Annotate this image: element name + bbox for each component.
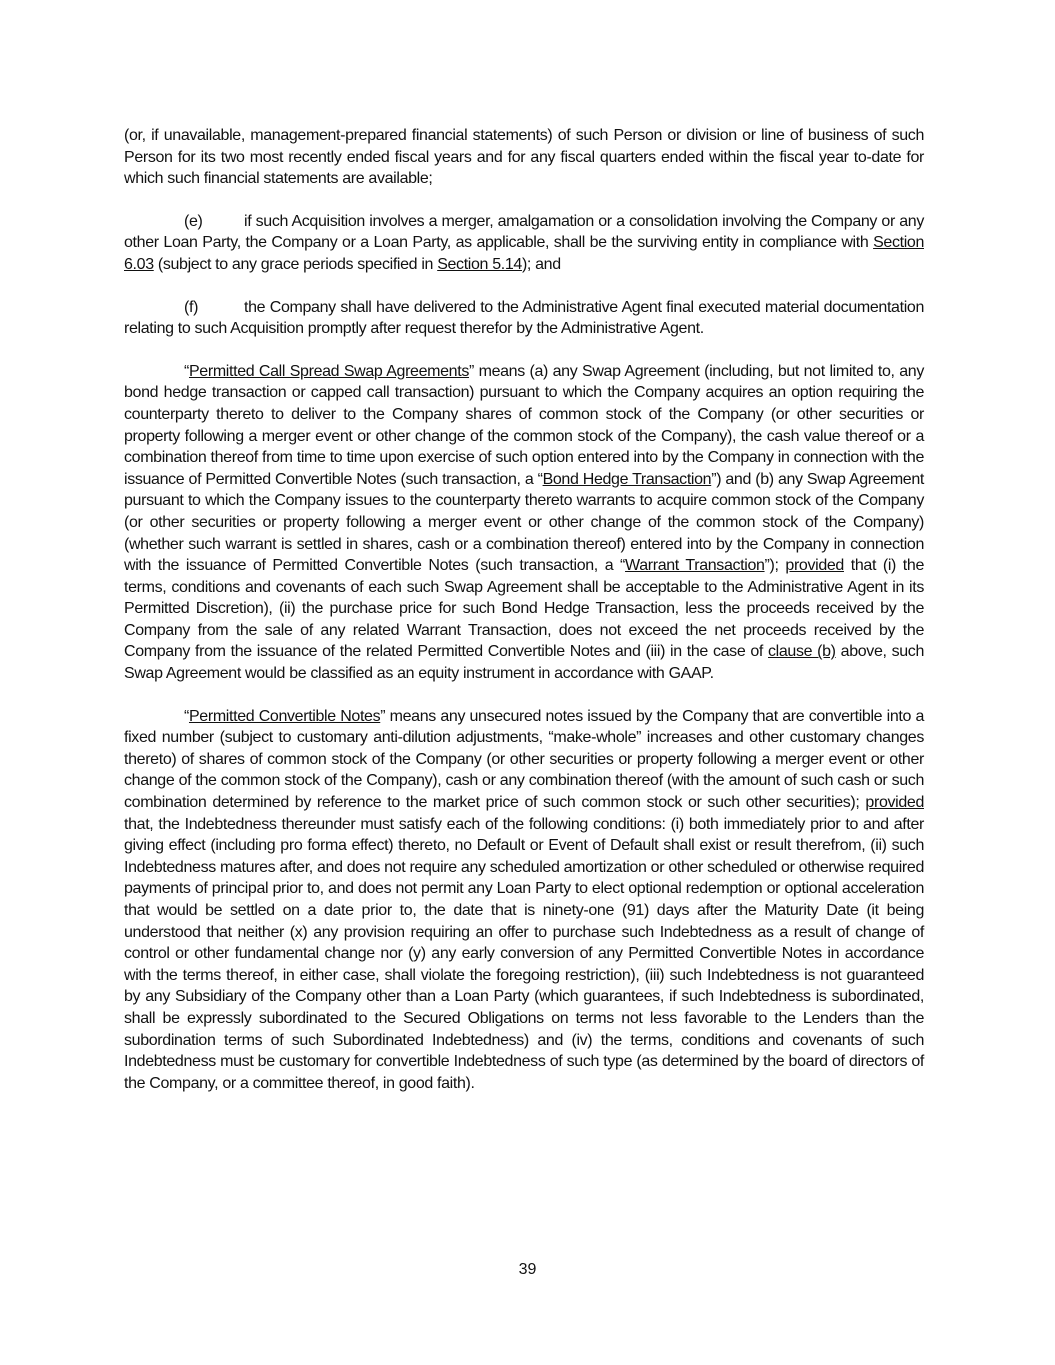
paragraph-text: (or, if unavailable, management-prepared financial statements) of such Person or division or line of business of such Person for its two most recently ended fiscal years and for any fiscal quarters ended within the fiscal year to-date for which such financial statements are available;	[124, 127, 924, 188]
paragraph-text: ); and	[521, 255, 561, 273]
paragraph-text: ” means any unsecured notes issued by the Company that are convertible into a fixed number (subject to customary anti-dilution adjustments, “make-whole” increases and other customary changes thereto) of shares of common stock of the Company (or other securities or property following a merger event or other change of the common stock of the Company), cash or any combination thereof (with the amount of such cash or such combination determined by reference to the market price of such common stock or such other securities);	[124, 707, 924, 812]
proviso-term: provided	[785, 557, 844, 575]
paragraph-clause-e	[124, 211, 924, 276]
defined-term: Permitted Convertible Notes	[188, 707, 381, 725]
paragraph-text: above, such Swap Agreement would be classified as an equity instrument in accordance with GAAP.	[124, 643, 924, 683]
page-number: 39	[518, 1261, 537, 1278]
defined-term-bond-hedge: Bond Hedge Transaction	[542, 470, 712, 488]
section-reference-6-03: Section 6.03	[124, 234, 924, 273]
clause-reference-b: clause (b)	[768, 643, 836, 661]
definition-permitted-call-spread-swap-agreements	[124, 361, 924, 685]
paragraph-text: that, the Indebtedness thereunder must satisfy each of the following conditions: (i) both immediately prior to and after giving effect (including pro forma effect) thereto, no Default or Event of Default shall exist or result therefrom, (ii) such Indebtedness matures after, and does not require any scheduled amortization or other scheduled or otherwise required payments of principal prior to, and does not permit any Loan Party to elect optional redemption or optional acceleration that would be settled on a date prior to, the date that is ninety-one (91) days after the Maturity Date (it being understood that neither (x) any provision requiring an offer to purchase such Indebtedness as a result of change of control or other fundamental change nor (y) any early conversion of any Permitted Convertible Notes in accordance with the terms thereof, in either case, shall violate the foregoing restriction), (iii) such Indebtedness is not guaranteed by any Subsidiary of the Company other than a Loan Party (which guarantees, if such Indebtedness is subordinated, shall be expressly subordinated to the Secured Obligations on terms not less favorable to the Lenders than the subordination terms of such Subordinated Indebtedness) and (iv) the terms, conditions and covenants of such Indebtedness must be customary for convertible Indebtedness of such type (as determined by the board of directors of the Company, or a committee thereof, in good faith).	[124, 815, 924, 1092]
paragraph-text: ”) and (b) any Swap Agreement pursuant to which the Company issues to the counterparty thereto warrants to acquire common stock of the Company (or other securities or property following a merger event or other change of the common stock of the Company) (whether such warrant is settled in shares, cash or a combination thereof) entered into by the Company in connection with the issuance of Permitted Convertible Notes (such transaction, a “	[124, 470, 924, 575]
definition-permitted-convertible-notes	[124, 706, 924, 1095]
paragraph-text: the Company shall have delivered to the Administrative Agent final executed material documentation relating to such Acquisition promptly after request therefor by the Administrative Agent.	[124, 298, 924, 338]
paragraph-text: that (i) the terms, conditions and covenants of each such Swap Agreement shall be acceptable to the Administrative Agent in its Permitted Discretion), (ii) the purchase price for such Bond Hedge Transaction, less the proceeds received by the Company from the sale of any related Warrant Transaction, does not exceed the net proceeds received by the Company from the issuance of the related Permitted Convertible Notes and (iii) in the case of	[124, 557, 925, 661]
paragraph-text: (subject to any grace periods specified in	[153, 255, 438, 273]
open-quote: “	[184, 707, 189, 725]
defined-term-warrant: Warrant Transaction	[625, 557, 765, 575]
clause-label-e: (e)	[184, 212, 203, 230]
paragraph-text: ” means (a) any Swap Agreement (including, but not limited to, any bond hedge transaction or capped call transaction) pursuant to which the Company acquires an option requiring the counterparty thereto to deliver to the Company shares of common stock of the Company (or other securities or property following a merger event or other change of the common stock of the Company), the cash value thereof or a combination thereof from time to time upon exercise of such option entered into by the Company in connection with the issuance of Permitted Convertible Notes (such transaction, a “	[124, 362, 924, 488]
clause-label-f: (f)	[184, 298, 199, 316]
open-quote: “	[184, 362, 189, 380]
paragraph-text: if such Acquisition involves a merger, amalgamation or a consolidation involving the Company or any other Loan Party, the Company or a Loan Party, as applicable, shall be the surviving entity in compliance with	[124, 212, 924, 252]
paragraph-text: ”);	[764, 557, 786, 575]
section-reference-5-14: Section 5.14	[437, 255, 522, 273]
defined-term: Permitted Call Spread Swap Agreements	[188, 362, 469, 380]
paragraph-financial-statements	[124, 125, 924, 190]
paragraph-clause-f	[124, 297, 924, 340]
proviso-term: provided	[865, 794, 924, 812]
document-body	[124, 125, 924, 1115]
